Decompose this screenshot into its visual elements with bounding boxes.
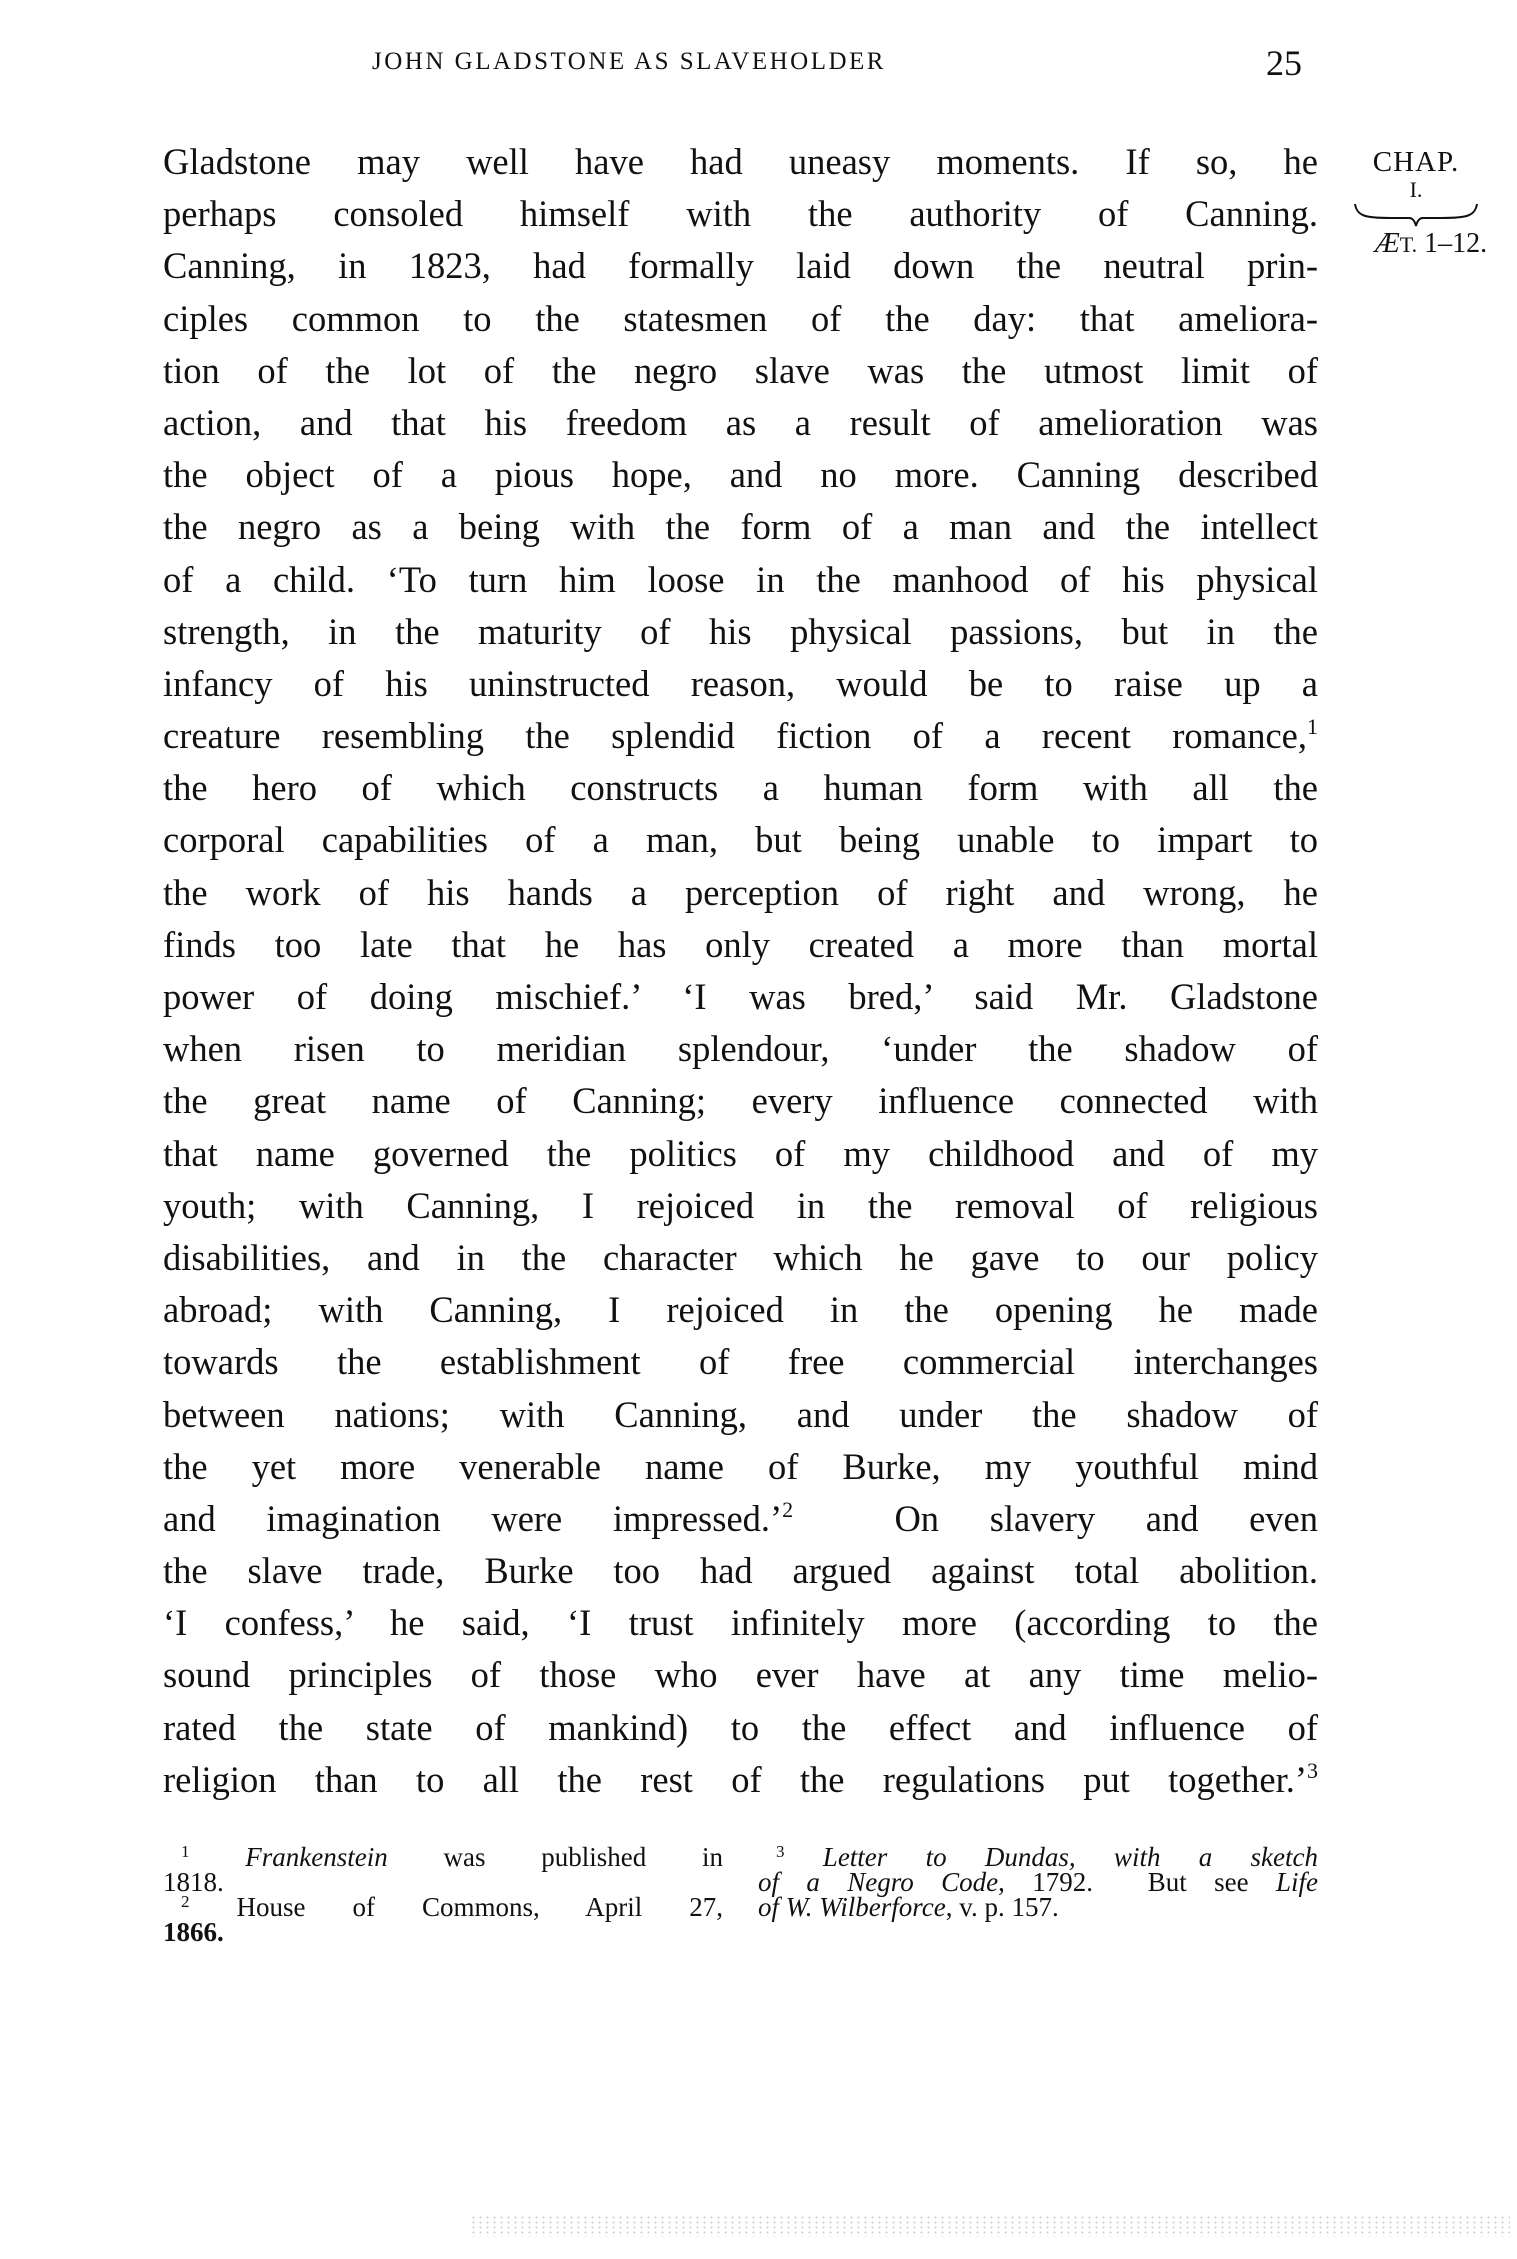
book-title: Life: [1275, 1867, 1318, 1897]
aet-suffix: T.: [1399, 232, 1418, 257]
footnote-column-left: [163, 1842, 723, 1947]
text-line: action, and that his freedom as a result of amelioration was: [163, 401, 1318, 443]
aet-prefix: Æ: [1374, 228, 1400, 259]
text-line: the object of a pious hope, and no more. Canning described: [163, 454, 1318, 496]
footnote-1: [163, 1842, 723, 1897]
text-line: perhaps consoled himself with the authority of Canning.: [163, 193, 1318, 235]
text-line: power of doing mischief.’ ‘I was bred,’ said Mr. Gladstone: [163, 976, 1318, 1017]
book-title: of a Negro Code: [758, 1867, 999, 1897]
body-text: [163, 136, 1318, 1806]
footnote-line: [758, 1892, 1318, 1922]
text-line: that name governed the politics of my childhood and of my: [163, 1132, 1318, 1174]
text-line: the yet more venerable name of Burke, my youthful mind: [163, 1445, 1318, 1487]
footnote-line: [163, 1892, 723, 1922]
footnote-text: , 1792. But see: [998, 1867, 1276, 1897]
text-line: disabilities, and in the character which he gave to our policy: [163, 1236, 1318, 1278]
footnote-column-right: [758, 1842, 1318, 1922]
running-head-title: JOHN GLADSTONE AS SLAVEHOLDER: [372, 48, 886, 75]
footnote-text: House of Commons, April 27,: [236, 1892, 723, 1922]
footnote-marker: 2: [181, 1892, 190, 1911]
text-line: youth; with Canning, I rejoiced in the removal of religious: [163, 1184, 1318, 1226]
text-line: ciples common to the statesmen of the day: that ameliora-: [163, 297, 1318, 339]
text-line: tion of the lot of the negro slave was the utmost limit of: [163, 349, 1318, 391]
text-line: Gladstone may well have had uneasy moments. If so, he: [163, 141, 1318, 182]
text-line: rated the state of mankind) to the effect and influence of: [163, 1706, 1318, 1748]
text-line: [163, 710, 1318, 762]
text-line: between nations; with Canning, and under the shadow of: [163, 1393, 1318, 1435]
text-line: the work of his hands a perception of right and wrong, he: [163, 871, 1318, 913]
text-line: infancy of his uninstructed reason, would be to raise up a: [163, 662, 1318, 704]
footnote-ref-3[interactable]: 3: [1307, 1757, 1318, 1783]
running-head: [372, 42, 1302, 82]
text-segment: On slavery and even: [793, 1497, 1318, 1539]
curly-brace-icon: [1351, 202, 1481, 228]
footnote-line: [163, 1842, 723, 1872]
text-line: ‘I confess,’ he said, ‘I trust infinitely more (according to the: [163, 1602, 1318, 1644]
text-segment: creature resembling the splendid fiction of a recent romance,: [163, 715, 1307, 757]
age-range: [1366, 228, 1496, 261]
footnote-ref-2[interactable]: 2: [782, 1496, 794, 1522]
text-line: the negro as a being with the form of a man and the intellect: [163, 506, 1318, 548]
footnote-text: , v. p. 157.: [945, 1892, 1059, 1922]
text-line: finds too late that he has only created a more than mortal: [163, 923, 1318, 965]
footnote-line: 1818.: [163, 1867, 224, 1897]
text-line: strength, in the maturity of his physical passions, but in the: [163, 610, 1318, 652]
book-title: Frankenstein: [245, 1842, 388, 1872]
footnote-line: 1866.: [163, 1917, 224, 1947]
footnote-3: [758, 1842, 1318, 1922]
text-line: [163, 1493, 1318, 1545]
text-line: abroad; with Canning, I rejoiced in the opening he made: [163, 1289, 1318, 1331]
text-line: sound principles of those who ever have at any time melio-: [163, 1654, 1318, 1696]
book-title: Letter to Dundas, with a sketch: [822, 1842, 1318, 1872]
text-line: the slave trade, Burke too had argued against total abolition.: [163, 1550, 1318, 1592]
text-line: towards the establishment of free commercial interchanges: [163, 1341, 1318, 1383]
footnote-ref-1[interactable]: 1: [1307, 714, 1318, 740]
footnote-marker: 1: [181, 1842, 190, 1861]
text-line: [163, 1754, 1318, 1806]
aet-range: 1–12.: [1424, 228, 1488, 259]
text-line: Canning, in 1823, had formally laid down the neutral prin-: [163, 245, 1318, 287]
text-segment: religion than to all the rest of the regulations put together.’: [163, 1758, 1307, 1800]
text-line: the great name of Canning; every influence connected with: [163, 1080, 1318, 1122]
footnote-text: was published in: [387, 1842, 723, 1872]
margin-note: [1336, 146, 1496, 261]
page-number: 25: [1266, 43, 1302, 83]
text-segment: and imagination were impressed.’: [163, 1497, 783, 1539]
text-line: corporal capabilities of a man, but being unable to impart to: [163, 819, 1318, 861]
text-line: when risen to meridian splendour, ‘under the shadow of: [163, 1028, 1318, 1070]
text-line: of a child. ‘To turn him loose in the manhood of his physical: [163, 558, 1318, 600]
chapter-label: CHAP.: [1372, 146, 1460, 178]
text-line: the hero of which constructs a human form with all the: [163, 767, 1318, 809]
footnote-2: [163, 1892, 723, 1947]
book-title: of W. Wilberforce: [758, 1892, 946, 1922]
scan-artifact: [470, 2215, 1510, 2237]
footnote-marker: 3: [776, 1842, 785, 1861]
chapter-number: I.: [1409, 177, 1423, 202]
